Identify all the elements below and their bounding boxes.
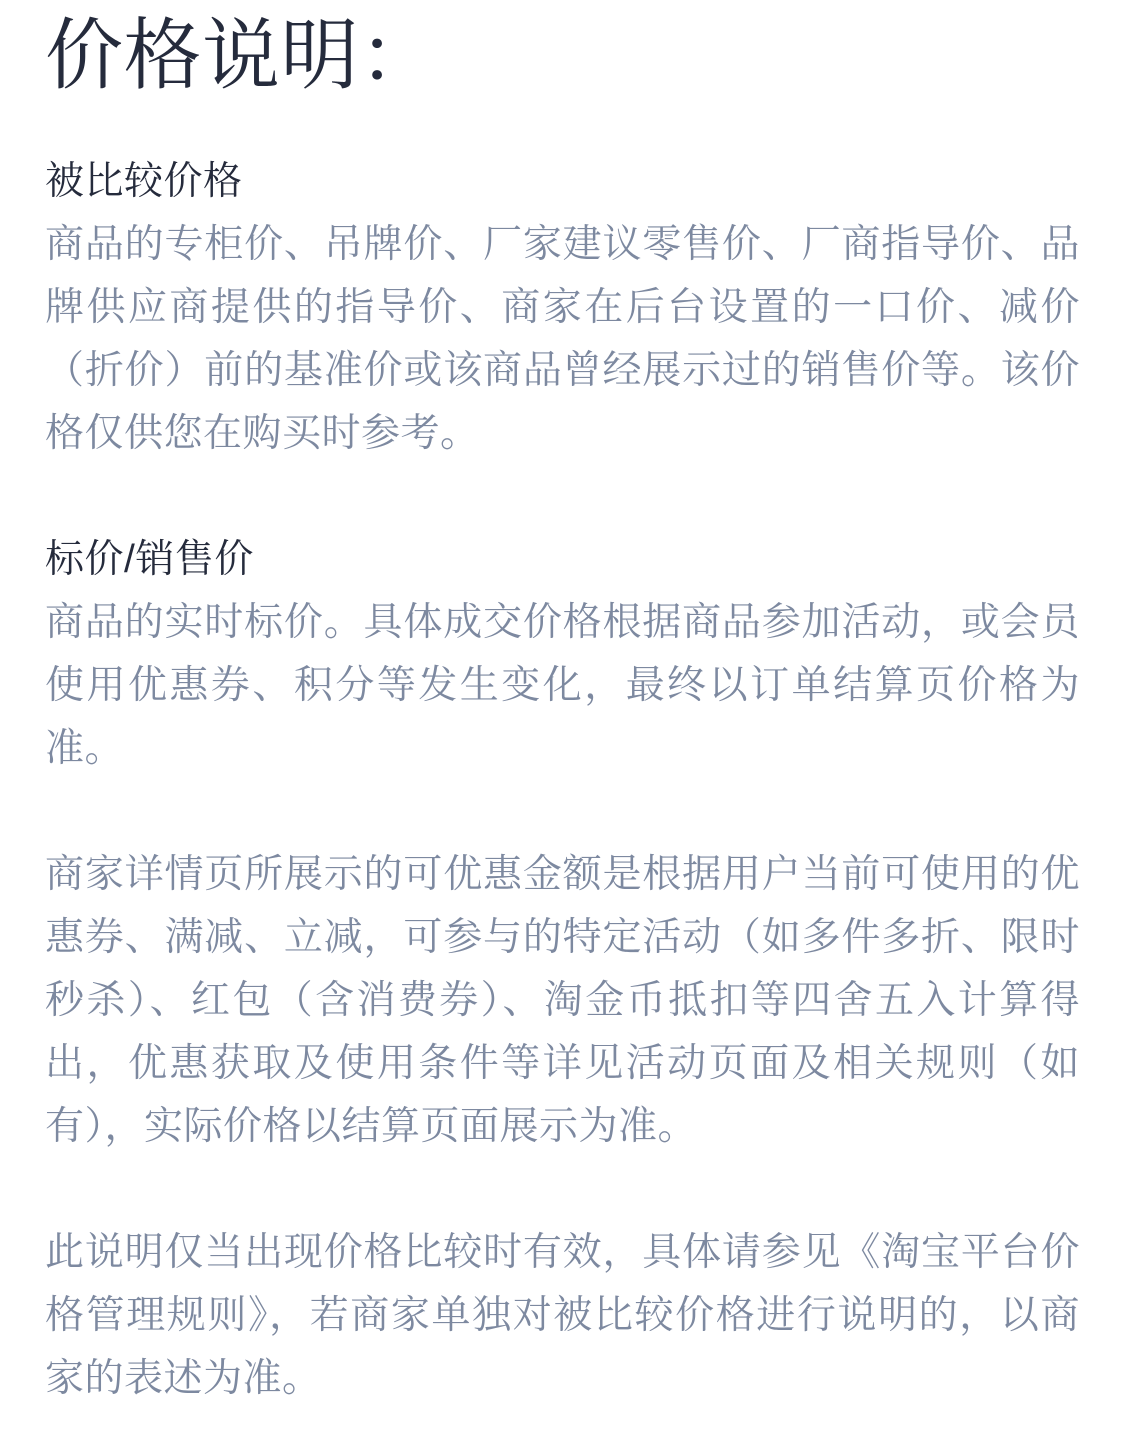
section-validity-note	[45, 1221, 1080, 1410]
section-heading: 标价/销售价	[45, 538, 254, 581]
page-title: 价格说明：	[45, 11, 438, 99]
section-heading: 被比较价格	[45, 160, 243, 203]
section-listed-sale-price	[45, 528, 1080, 780]
section-discount-amount-note	[45, 843, 1080, 1158]
section-body: 商品的专柜价、吊牌价、厂家建议零售价、厂商指导价、品牌供应商提供的指导价、商家在后台设置的一口价、减价（折价）前的基准价或该商品曾经展示过的销售价等。该价格仅供您在购买时参考。	[45, 223, 1080, 455]
section-body: 商品的实时标价。具体成交价格根据商品参加活动，或会员使用优惠券、积分等发生变化，最终以订单结算页价格为准。	[45, 601, 1080, 770]
section-body: 此说明仅当出现价格比较时有效，具体请参见《淘宝平台价格管理规则》，若商家单独对被比较价格进行说明的，以商家的表述为准。	[45, 1231, 1080, 1400]
section-compared-price	[45, 150, 1080, 465]
section-body: 商家详情页所展示的可优惠金额是根据用户当前可使用的优惠券、满减、立减，可参与的特定活动（如多件多折、限时秒杀）、红包（含消费券）、淘金币抵扣等四舍五入计算得出，优惠获取及使用条件等详见活动页面及相关规则（如有），实际价格以结算页面展示为准。	[45, 853, 1080, 1148]
